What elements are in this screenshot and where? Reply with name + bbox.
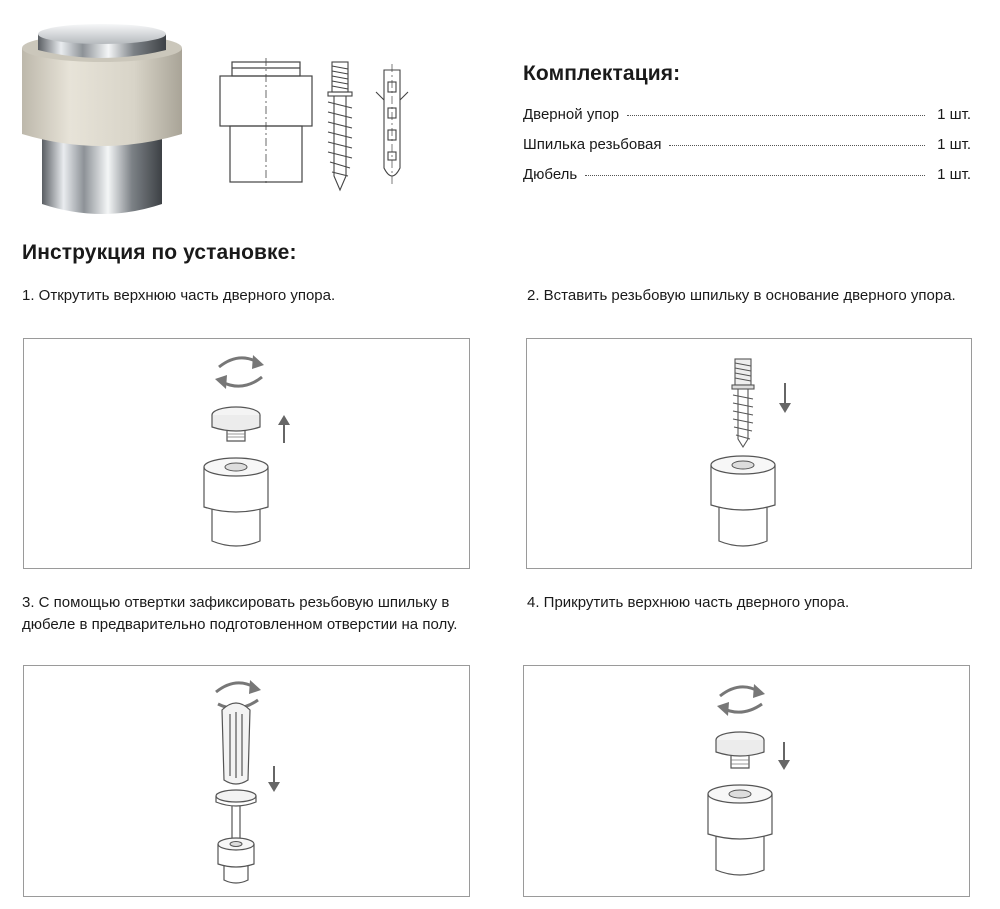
kit-item-label: Дюбель	[523, 166, 578, 183]
door-stopper-photo	[18, 22, 186, 222]
step-2-illustration	[526, 338, 972, 569]
kit-item-label: Дверной упор	[523, 106, 620, 123]
step-4-text: 4. Прикрутить верхнюю часть дверного упора.	[527, 594, 850, 611]
step-1-illustration	[23, 338, 470, 569]
step-3-text: 3. С помощью отвертки зафиксировать резьбовую шпильку в дюбеле в предварительно подготовленном отверстии на полу.	[22, 594, 458, 633]
kit-item-qty: 1 шт.	[937, 106, 971, 123]
screwdriver-icon	[216, 703, 256, 838]
step-4-illustration	[523, 665, 970, 897]
step-2-text: 2. Вставить резьбовую шпильку в основание дверного упора.	[527, 287, 956, 304]
kit-item-label: Шпилька резьбовая	[523, 136, 662, 153]
kit-item-qty: 1 шт.	[937, 166, 971, 183]
step-3-illustration	[23, 665, 470, 897]
threaded-stud-icon	[732, 359, 754, 447]
kit-item	[523, 136, 971, 156]
dowel-icon	[372, 64, 412, 186]
stopper-drawing-icon	[216, 58, 316, 186]
kit-item	[523, 106, 971, 126]
step-1-text: 1. Открутить верхнюю часть дверного упора.	[22, 287, 336, 304]
kit-title: Комплектация:	[523, 62, 681, 85]
arrow-down-icon	[778, 742, 790, 770]
instructions-title: Инструкция по установке:	[22, 241, 297, 264]
threaded-stud-icon	[322, 58, 358, 194]
dot-leader	[669, 145, 925, 146]
arrow-up-icon	[278, 415, 290, 443]
dot-leader	[627, 115, 925, 116]
arrow-down-icon	[779, 383, 791, 413]
arrow-down-icon	[268, 766, 280, 792]
kit-item-qty: 1 шт.	[937, 136, 971, 153]
kit-item	[523, 166, 971, 186]
dot-leader	[585, 175, 925, 176]
